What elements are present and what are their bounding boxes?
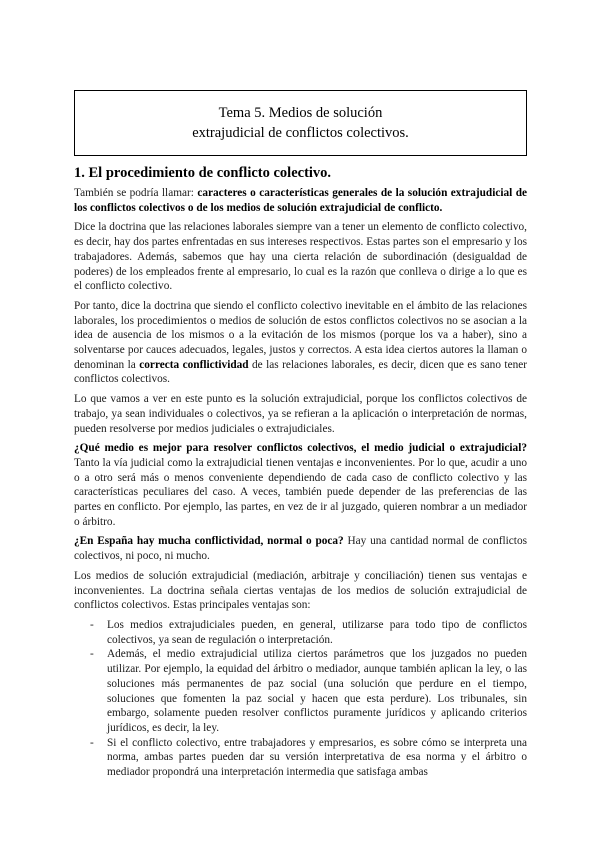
paragraph-6 — [74, 534, 527, 563]
paragraph-6-question: ¿En España hay mucha conflictividad, normal o poca? — [74, 535, 344, 548]
paragraph-1 — [74, 186, 527, 215]
paragraph-1-bold: caracteres o características generales de la solución extrajudicial de los conflictos colectivos o de los medios de solución extrajudicial de conflicto. — [74, 187, 527, 214]
title-line-1: Tema 5. Medios de solución — [218, 105, 383, 121]
title-line-2: extrajudicial de conflictos colectivos. — [192, 125, 409, 141]
document-body — [74, 160, 527, 780]
paragraph-3-text-c: de las relaciones laborales, es decir, dicen que es sano tener conflictos colectivos. — [74, 358, 528, 386]
paragraph-5-question: ¿Qué medio es mejor para resolver conflictos colectivos, el medio judicial o extrajudicial? — [74, 442, 527, 455]
advantages-list — [74, 618, 527, 780]
list-item — [74, 618, 527, 647]
paragraph-4: Lo que vamos a ver en este punto es la solución extrajudicial, porque los conflictos colectivos de trabajo, ya sean individuales o colectivos, ya se refieran a la aplicación o interpretación de normas, pueden resolverse por medios judiciales o extrajudiciales. — [74, 393, 527, 435]
list-item — [74, 736, 527, 780]
paragraph-5-text: Tanto la vía judicial como la extrajudicial tienen ventajas e inconvenientes. Por lo que, acudir a uno o a otro será más o menos conveniente dependiendo de cada caso de conflicto colectivo y las características peculiares del caso. A veces, también puede depender de las preferencias de las partes en conflicto. Por ejemplo, las partes, en vez de ir al juzgado, quieren nombrar a un mediador o árbitro. — [74, 456, 527, 528]
list-item-text: Los medios extrajudiciales pueden, en general, utilizarse para todo tipo de conflictos colectivos, ya sean de regulación o interpretación. — [107, 618, 527, 646]
paragraph-2: Dice la doctrina que las relaciones laborales siempre van a tener un elemento de conflicto colectivo, es decir, hay dos partes enfrentadas en sus intereses respectivos. Estas partes son el empresario y los trabajadores. Además, sabemos que hay una cierta relación de subordinación (desigualdad de poderes) de los empleados frente al empresario, lo cual es la razón que conlleva o dirige a lo que es el conflicto colectivo. — [74, 221, 527, 293]
paragraph-7: Los medios de solución extrajudicial (mediación, arbitraje y conciliación) tienen sus ventajas e inconvenientes. La doctrina señala ciertas ventajas de los medios de solución extrajudicial de conflictos colectivos. Estas principales ventajas son: — [74, 569, 527, 612]
paragraph-3-bold: correcta conflictividad — [139, 358, 249, 371]
list-dash: - — [90, 736, 94, 749]
paragraph-3 — [74, 299, 527, 387]
paragraph-3-text-a: Por tanto, dice la doctrina que siendo el conflicto colectivo inevitable en el ámbito de las relaciones laborales, los procedimientos o medios de solución de estos conflictos colectivos no se asocian a la idea de ausencia de los mismos o a la evitación de los mismos (porque los va a haber), sino a solventarse por cauces adecuados, legales, justos y correctos. A esta idea ciertos autores la llaman o denominan la — [74, 299, 527, 371]
list-dash: - — [90, 648, 94, 661]
list-item-text: Si el conflicto colectivo, entre trabajadores y empresarios, es sobre cómo se interpreta una norma, ambas partes pueden dar su versión interpretativa de esa norma y el árbitro o mediador propondrá una interpretación intermedia que satisfaga ambas — [107, 736, 527, 779]
paragraph-6-text: Hay una cantidad normal de conflictos colectivos, ni poco, ni mucho. — [74, 535, 527, 563]
paragraph-1-text: También se podría llamar: — [74, 187, 198, 199]
title-box — [74, 90, 527, 156]
paragraph-5 — [74, 441, 527, 529]
list-dash: - — [90, 618, 94, 631]
list-item-text: Además, el medio extrajudicial utiliza ciertos parámetros que los juzgados no pueden utilizar. Por ejemplo, la equidad del árbitro o mediador, aunque también aplican la ley, o las soluciones más permanentes de paz social (una solución que perdure en el tiempo, soluciones que fomenten la paz social y hacen que esta perdure). Los tribunales, sin embargo, solamente pueden resolver conflictos puramente jurídicos y aplicando criterios jurídicos, es decir, la ley. — [107, 648, 527, 734]
list-item — [74, 647, 527, 735]
section-heading: 1. El procedimiento de conflicto colectivo. — [74, 165, 332, 181]
